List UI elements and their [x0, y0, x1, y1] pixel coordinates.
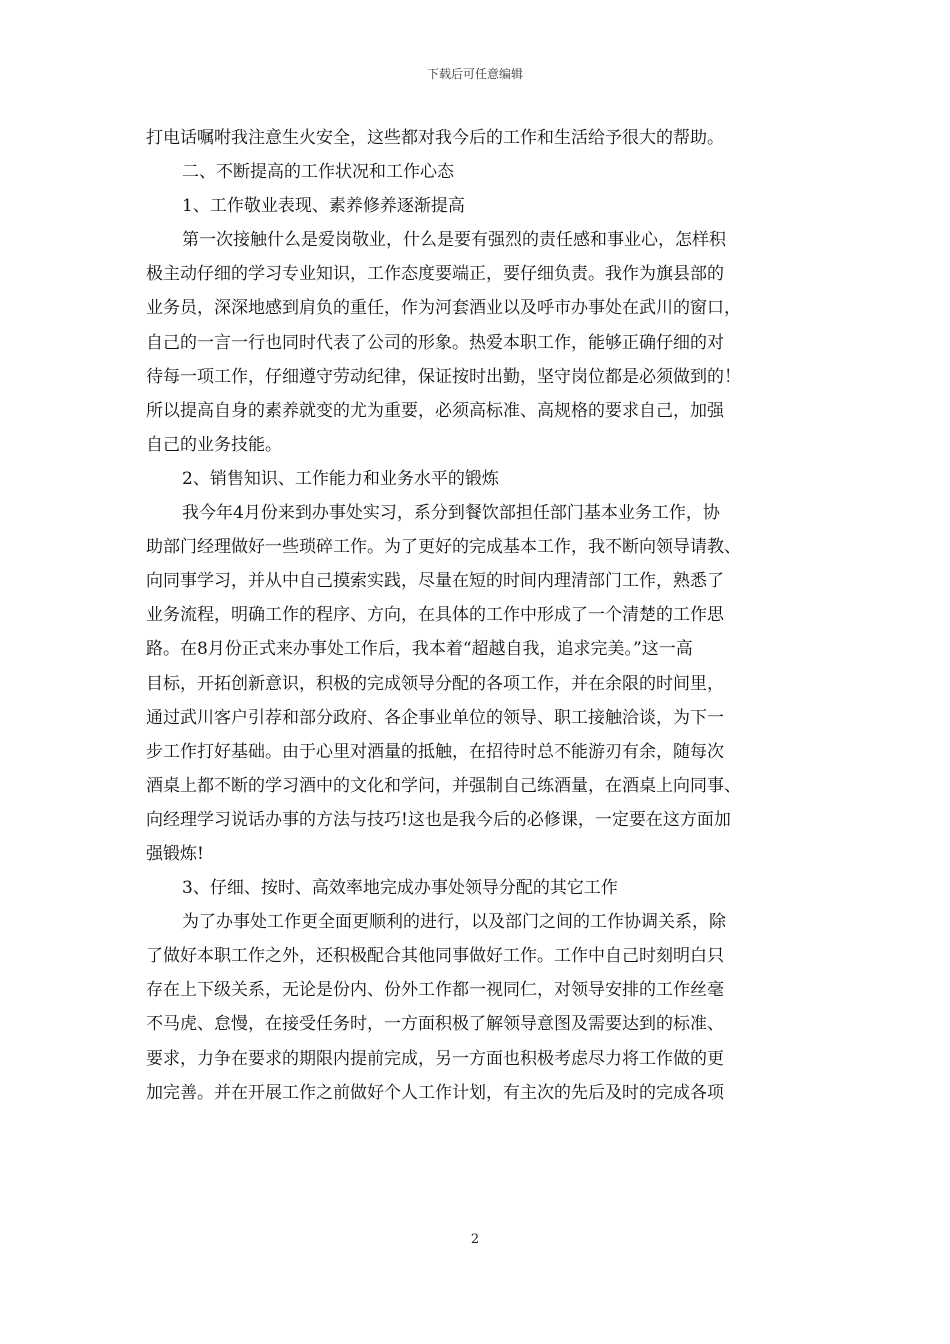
- body-line: 目标，开拓创新意识，积极的完成领导分配的各项工作，并在余限的时间里，: [146, 673, 724, 694]
- body-line: 酒桌上都不断的学习酒中的文化和学问，并强制自己练酒量，在酒桌上向同事、: [146, 775, 741, 796]
- body-line: 通过武川客户引荐和部分政府、各企事业单位的领导、职工接触洽谈，为下一: [146, 707, 724, 728]
- body-line: 助部门经理做好一些琐碎工作。为了更好的完成基本工作，我不断向领导请教、: [146, 537, 741, 558]
- body-line: 所以提高自身的素养就变的尤为重要，必须高标准、高规格的要求自己，加强: [146, 400, 724, 421]
- body-line: 向同事学习，并从中自己摸索实践，尽量在短的时间内理清部门工作，熟悉了: [146, 571, 724, 592]
- paragraph-first-line: 为了办事处工作更全面更顺利的进行，以及部门之间的工作协调关系，除: [182, 912, 726, 933]
- body-line: 业务流程，明确工作的程序、方向，在具体的工作中形成了一个清楚的工作思: [146, 605, 724, 626]
- body-line: 不马虎、怠慢，在接受任务时，一方面积极了解领导意图及需要达到的标准、: [146, 1014, 724, 1035]
- subsection-heading: 3、仔细、按时、高效率地完成办事处领导分配的其它工作: [182, 878, 618, 899]
- page-header: 下载后可任意编辑: [426, 67, 523, 81]
- body-line: 自己的一言一行也同时代表了公司的形象。热爱本职工作，能够正确仔细的对: [146, 332, 724, 353]
- subsection-heading: 1、工作敬业表现、素养修养逐渐提高: [182, 196, 465, 217]
- body-line: 要求，力争在要求的期限内提前完成，另一方面也积极考虑尽力将工作做的更: [146, 1048, 724, 1069]
- document-body: [146, 121, 806, 1110]
- paragraph-first-line: 我今年4月份来到办事处实习，系分到餐饮部担任部门基本业务工作，协: [182, 503, 720, 524]
- body-line: 加完善。并在开展工作之前做好个人工作计划，有主次的先后及时的完成各项: [146, 1082, 724, 1103]
- section-heading: 二、不断提高的工作状况和工作心态: [182, 162, 454, 183]
- body-line: 自己的业务技能。: [146, 434, 282, 455]
- body-line: 强锻炼!: [146, 843, 204, 864]
- body-line: 业务员，深深地感到肩负的重任，作为河套酒业以及呼市办事处在武川的窗口，: [146, 298, 741, 319]
- body-line: 了做好本职工作之外，还积极配合其他同事做好工作。工作中自己时刻明白只: [146, 946, 724, 967]
- body-line: 存在上下级关系，无论是份内、份外工作都一视同仁，对领导安排的工作丝毫: [146, 980, 724, 1001]
- page-number: 2: [470, 1232, 480, 1247]
- body-line: 步工作打好基础。由于心里对酒量的抵触，在招待时总不能游刃有余，随每次: [146, 741, 724, 762]
- paragraph-first-line: 第一次接触什么是爱岗敬业，什么是要有强烈的责任感和事业心，怎样积: [182, 230, 726, 251]
- body-line: 待每一项工作，仔细遵守劳动纪律，保证按时出勤，坚守岗位都是必须做到的！: [146, 366, 741, 387]
- body-line: 打电话嘱咐我注意生火安全，这些都对我今后的工作和生活给予很大的帮助。: [146, 128, 724, 148]
- subsection-heading: 2、销售知识、工作能力和业务水平的锻炼: [182, 468, 499, 489]
- body-line: 路。在8月份正式来办事处工作后，我本着“超越自我，追求完美。”这一高: [146, 639, 693, 660]
- body-line: 向经理学习说话办事的方法与技巧!这也是我今后的必修课，一定要在这方面加: [146, 809, 731, 830]
- body-line: 极主动仔细的学习专业知识，工作态度要端正，要仔细负责。我作为旗县部的: [146, 264, 724, 285]
